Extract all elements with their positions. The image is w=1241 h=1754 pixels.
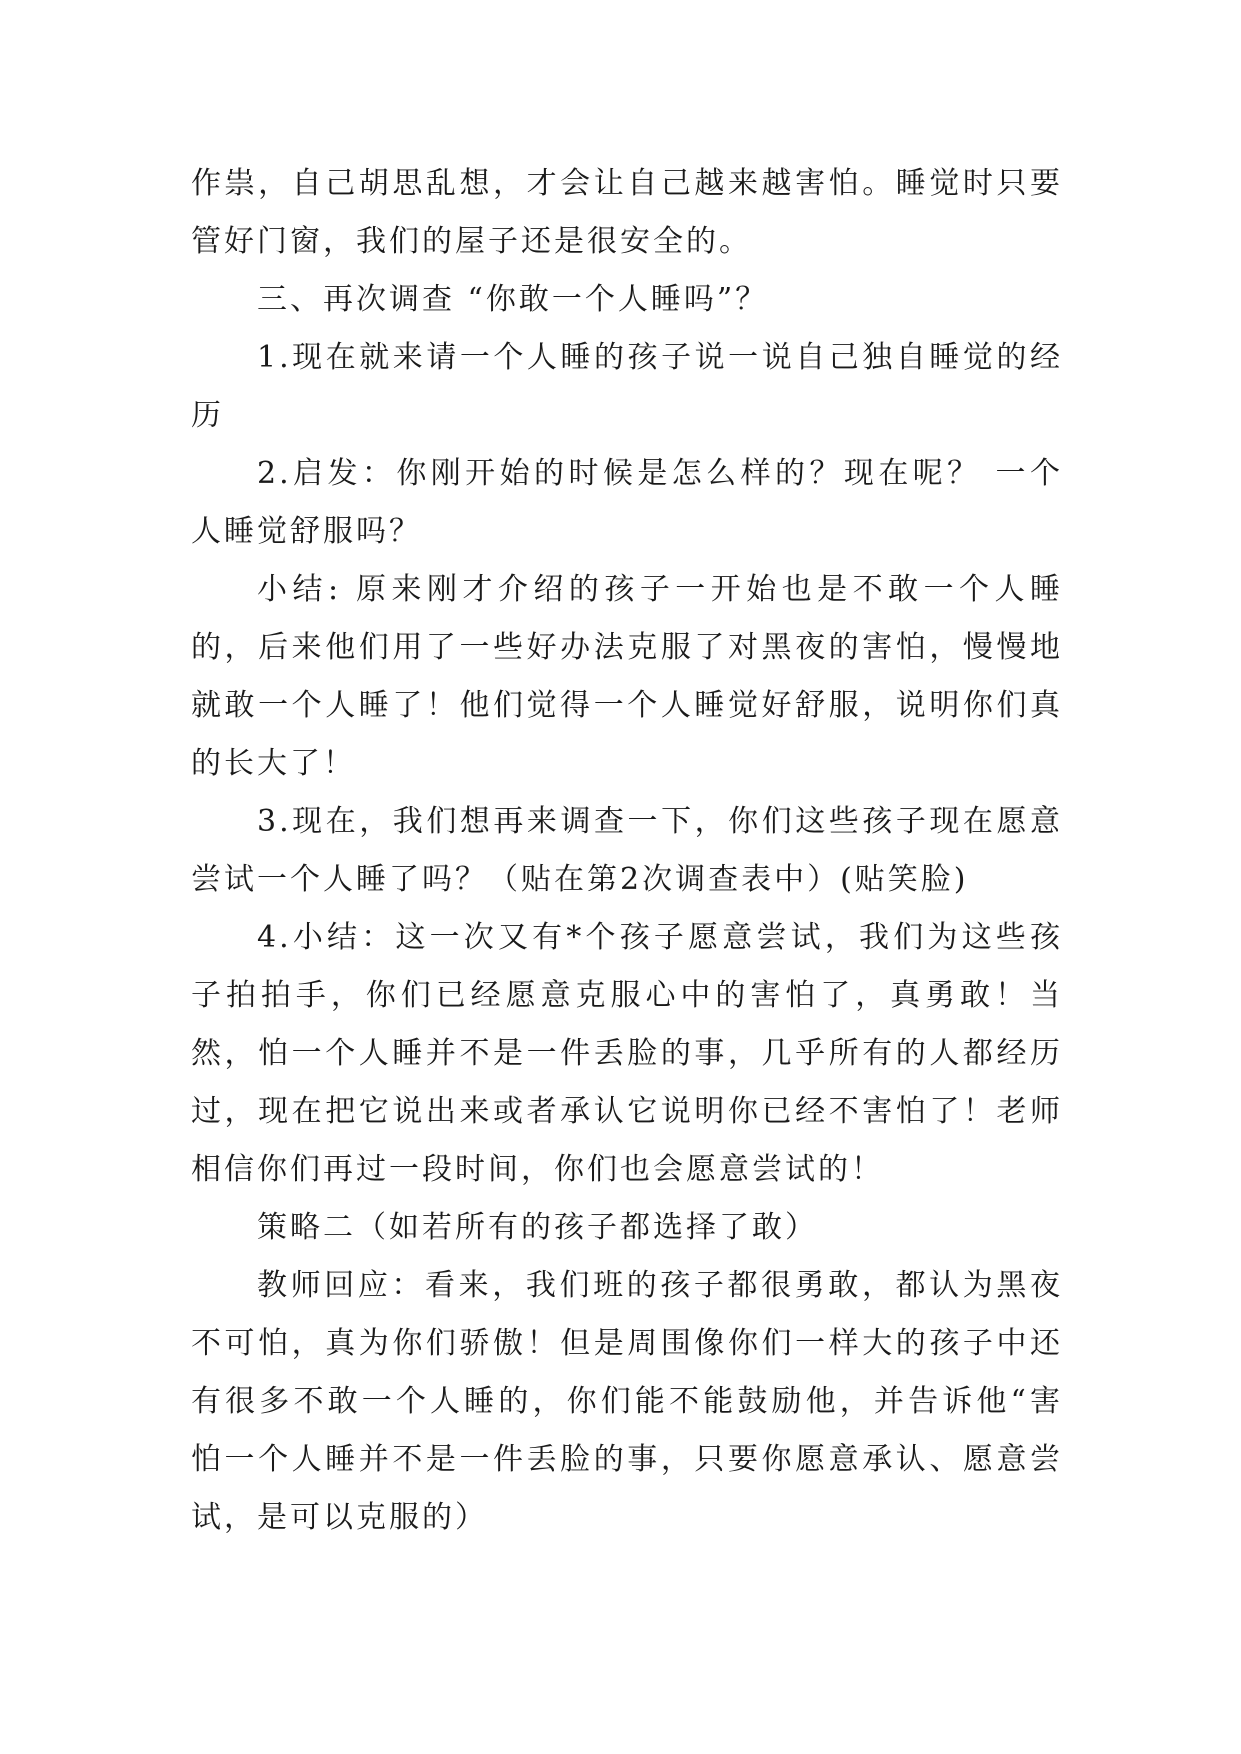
- paragraph-step-3: 3.现在，我们想再来调查一下，你们这些孩子现在愿意尝试一个人睡了吗？（贴在第2次调查表中）(贴笑脸): [191, 804, 1063, 897]
- paragraph-continuation: 作祟，自己胡思乱想，才会让自己越来越害怕。睡觉时只要管好门窗，我们的屋子还是很安全的。: [191, 166, 1063, 259]
- paragraph-step-1: 1.现在就来请一个人睡的孩子说一说自己独自睡觉的经历: [191, 340, 1063, 433]
- section-heading-survey: 三、再次调查 “你敢一个人睡吗”？: [257, 282, 769, 317]
- paragraph-summary: 小结: 原来刚才介绍的孩子一开始也是不敢一个人睡的，后来他们用了一些好办法克服了对黑夜的害怕，慢慢地就敢一个人睡了！他们觉得一个人睡觉好舒服，说明你们真的长大了！: [191, 572, 1063, 781]
- paragraph-strategy-2: 策略二（如若所有的孩子都选择了敢）: [257, 1210, 818, 1245]
- paragraph-teacher-response: 教师回应：看来，我们班的孩子都很勇敢，都认为黑夜不可怕，真为你们骄傲！但是周围像你们一样大的孩子中还有很多不敢一个人睡的，你们能不能鼓励他，并告诉他“害怕一个人睡并不是一件丢脸的事，只要你愿意承认、愿意尝试，是可以克服的）: [191, 1268, 1063, 1535]
- paragraph-step-4: 4.小结：这一次又有*个孩子愿意尝试，我们为这些孩子拍拍手，你们已经愿意克服心中的害怕了，真勇敢！当然，怕一个人睡并不是一件丢脸的事，几乎所有的人都经历过，现在把它说出来或者承认它说明你已经不害怕了！老师相信你们再过一段时间，你们也会愿意尝试的！: [191, 920, 1063, 1187]
- document-body: [191, 155, 1063, 1547]
- paragraph-step-2: 2.启发：你刚开始的时候是怎么样的？现在呢？ 一个人睡觉舒服吗？: [191, 456, 1063, 549]
